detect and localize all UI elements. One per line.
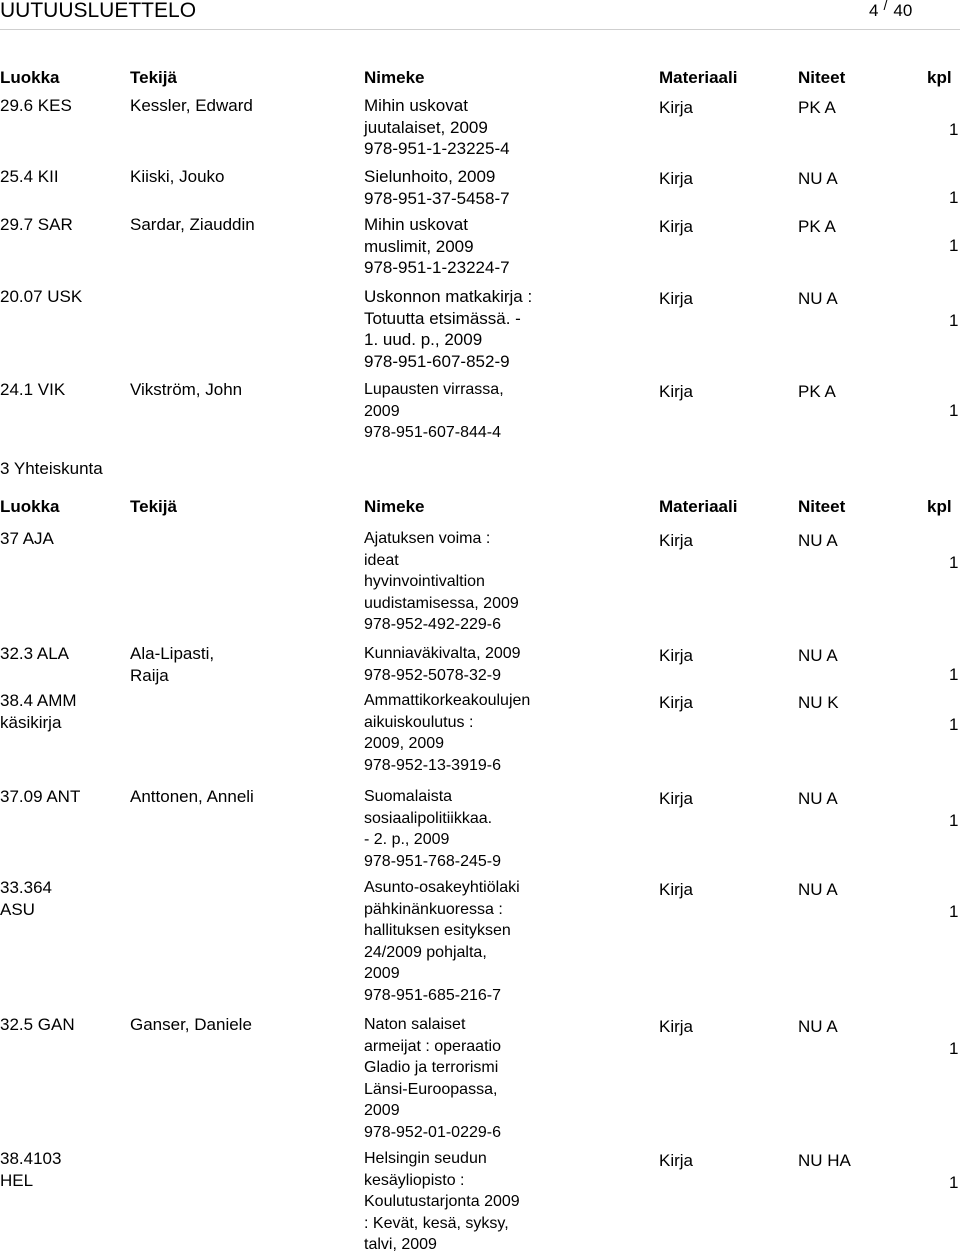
row-tekija: Anttonen, Anneli	[130, 787, 254, 806]
row-nimeke: 978-951-768-245-9	[364, 852, 501, 870]
row-materiaali: Kirja	[659, 289, 694, 308]
page-number	[869, 0, 912, 23]
row-luokka: 20.07 USK	[0, 287, 83, 306]
col-header-niteet: Niteet	[798, 497, 846, 516]
row-nimeke: juutalaiset, 2009	[364, 117, 488, 137]
page-separator: /	[883, 0, 888, 13]
row-nimeke: muslimit, 2009	[364, 236, 474, 256]
row-nimeke: 978-951-685-216-7	[364, 986, 501, 1004]
row-nimeke: Ajatuksen voima :	[364, 530, 491, 547]
page-current: 4	[869, 1, 879, 20]
row-tekija: Ala-Lipasti,	[130, 644, 215, 663]
row-nimeke: Gladio ja terrorismi	[364, 1059, 499, 1076]
row-niteet: NU A	[798, 880, 838, 899]
col-header-luokka: Luokka	[0, 68, 60, 87]
col-header-nimeke: Nimeke	[364, 497, 425, 516]
page-title: UUTUUSLUETTELO	[0, 0, 197, 22]
row-kpl: 1	[949, 120, 959, 139]
row-kpl: 1	[949, 311, 959, 330]
row-nimeke: Totuutta etsimässä. -	[364, 308, 521, 328]
row-kpl: 1	[949, 553, 959, 572]
row-niteet: NU HA	[798, 1151, 851, 1170]
row-nimeke: talvi, 2009	[364, 1236, 437, 1253]
row-nimeke: Ammattikorkeakoulujen	[364, 692, 531, 709]
row-kpl: 1	[949, 811, 959, 830]
row-nimeke: 978-952-492-229-6	[364, 616, 501, 633]
row-materiaali: Kirja	[659, 531, 694, 550]
col-header-tekija: Tekijä	[130, 68, 177, 87]
row-materiaali: Kirja	[659, 169, 694, 188]
row-niteet: NU A	[798, 169, 838, 188]
row-materiaali: Kirja	[659, 1151, 694, 1170]
row-nimeke: 978-951-607-844-4	[364, 424, 501, 441]
row-nimeke: Uskonnon matkakirja :	[364, 287, 533, 306]
row-nimeke: 978-951-607-852-9	[364, 351, 510, 371]
page-total: 40	[893, 1, 913, 20]
row-luokka: 37 AJA	[0, 529, 54, 548]
col-header-kpl: kpl	[927, 497, 952, 516]
row-nimeke: 978-952-13-3919-6	[364, 756, 501, 774]
row-nimeke: Asunto-osakeyhtiölaki	[364, 879, 520, 896]
row-nimeke: 978-951-37-5458-7	[364, 188, 510, 208]
row-niteet: NU K	[798, 693, 839, 712]
row-luokka: 29.6 KES	[0, 96, 72, 115]
row-materiaali: Kirja	[659, 1017, 694, 1036]
section-heading: 3 Yhteiskunta	[0, 459, 103, 478]
row-luokka: 38.4103	[0, 1149, 62, 1168]
row-nimeke: hallituksen esityksen	[364, 922, 511, 939]
row-tekija: Vikström, John	[130, 380, 243, 399]
row-luokka: 32.3 ALA	[0, 644, 70, 663]
row-luokka: 37.09 ANT	[0, 787, 81, 806]
row-materiaali: Kirja	[659, 98, 694, 117]
row-niteet: NU A	[798, 531, 838, 550]
row-luokka: 25.4 KII	[0, 167, 59, 186]
row-tekija: Raija	[130, 665, 169, 685]
row-materiaali: Kirja	[659, 880, 694, 899]
row-nimeke: Mihin uskovat	[364, 215, 468, 234]
row-nimeke: 978-952-5078-32-9	[364, 666, 501, 684]
row-niteet: NU A	[798, 646, 838, 665]
row-nimeke: Länsi-Euroopassa,	[364, 1080, 498, 1098]
row-nimeke: Suomalaista	[364, 788, 453, 805]
row-niteet: NU A	[798, 1017, 838, 1036]
row-nimeke: 2009	[364, 402, 400, 420]
row-materiaali: Kirja	[659, 646, 694, 665]
row-nimeke: 978-951-1-23225-4	[364, 139, 510, 158]
row-niteet: NU A	[798, 789, 838, 808]
row-kpl: 1	[949, 401, 959, 420]
row-luokka: HEL	[0, 1170, 34, 1190]
row-niteet: PK A	[798, 382, 836, 401]
col-header-materiaali: Materiaali	[659, 68, 738, 87]
row-nimeke: Mihin uskovat	[364, 96, 468, 115]
row-kpl: 1	[949, 236, 959, 255]
row-luokka: 24.1 VIK	[0, 380, 66, 399]
row-luokka: 33.364	[0, 878, 52, 897]
row-nimeke: Kunniaväkivalta, 2009	[364, 645, 521, 662]
row-nimeke: uudistamisessa, 2009	[364, 594, 519, 612]
header-rule	[0, 29, 960, 30]
row-nimeke: Koulutustarjonta 2009	[364, 1193, 520, 1210]
row-nimeke: 2009, 2009	[364, 735, 445, 752]
row-nimeke: 1. uud. p., 2009	[364, 330, 483, 349]
row-materiaali: Kirja	[659, 382, 694, 401]
row-nimeke: 978-951-1-23224-7	[364, 258, 510, 277]
row-materiaali: Kirja	[659, 217, 694, 236]
row-materiaali: Kirja	[659, 693, 694, 712]
row-tekija: Ganser, Daniele	[130, 1015, 252, 1034]
row-nimeke: : Kevät, kesä, syksy,	[364, 1214, 509, 1232]
row-nimeke: Sielunhoito, 2009	[364, 167, 496, 186]
row-kpl: 1	[949, 902, 959, 921]
row-luokka: 32.5 GAN	[0, 1015, 75, 1034]
row-luokka: 38.4 AMM	[0, 691, 77, 710]
row-nimeke: 24/2009 pohjalta,	[364, 943, 487, 961]
row-kpl: 1	[949, 665, 959, 684]
row-luokka: 29.7 SAR	[0, 215, 73, 234]
row-luokka: ASU	[0, 899, 35, 919]
row-niteet: PK A	[798, 98, 836, 117]
row-nimeke: pähkinänkuoressa :	[364, 900, 503, 918]
row-kpl: 1	[949, 715, 959, 734]
row-luokka: käsikirja	[0, 712, 62, 732]
col-header-niteet: Niteet	[798, 68, 846, 87]
row-nimeke: 2009	[364, 1102, 400, 1119]
row-niteet: PK A	[798, 217, 836, 236]
col-header-materiaali: Materiaali	[659, 497, 738, 516]
row-nimeke: ideat	[364, 551, 399, 569]
row-nimeke: Naton salaiset	[364, 1016, 466, 1033]
col-header-tekija: Tekijä	[130, 497, 177, 516]
row-tekija: Sardar, Ziauddin	[130, 215, 255, 234]
row-materiaali: Kirja	[659, 789, 694, 808]
row-nimeke: 2009	[364, 965, 400, 982]
row-nimeke: Helsingin seudun	[364, 1150, 487, 1167]
row-nimeke: armeijat : operaatio	[364, 1037, 501, 1055]
row-nimeke: aikuiskoulutus :	[364, 713, 474, 731]
row-kpl: 1	[949, 1039, 959, 1058]
row-tekija: Kessler, Edward	[130, 96, 253, 115]
row-tekija: Kiiski, Jouko	[130, 167, 225, 186]
row-niteet: NU A	[798, 289, 838, 308]
col-header-luokka: Luokka	[0, 497, 60, 516]
col-header-kpl: kpl	[927, 68, 952, 87]
col-header-nimeke: Nimeke	[364, 68, 425, 87]
row-nimeke: kesäyliopisto :	[364, 1171, 465, 1189]
row-nimeke: 978-952-01-0229-6	[364, 1123, 501, 1141]
row-nimeke: sosiaalipolitiikkaa.	[364, 809, 493, 827]
row-kpl: 1	[949, 1173, 959, 1192]
row-nimeke: hyvinvointivaltion	[364, 573, 485, 590]
row-nimeke: Lupausten virrassa,	[364, 381, 504, 398]
row-kpl: 1	[949, 188, 959, 207]
row-nimeke: - 2. p., 2009	[364, 831, 450, 848]
